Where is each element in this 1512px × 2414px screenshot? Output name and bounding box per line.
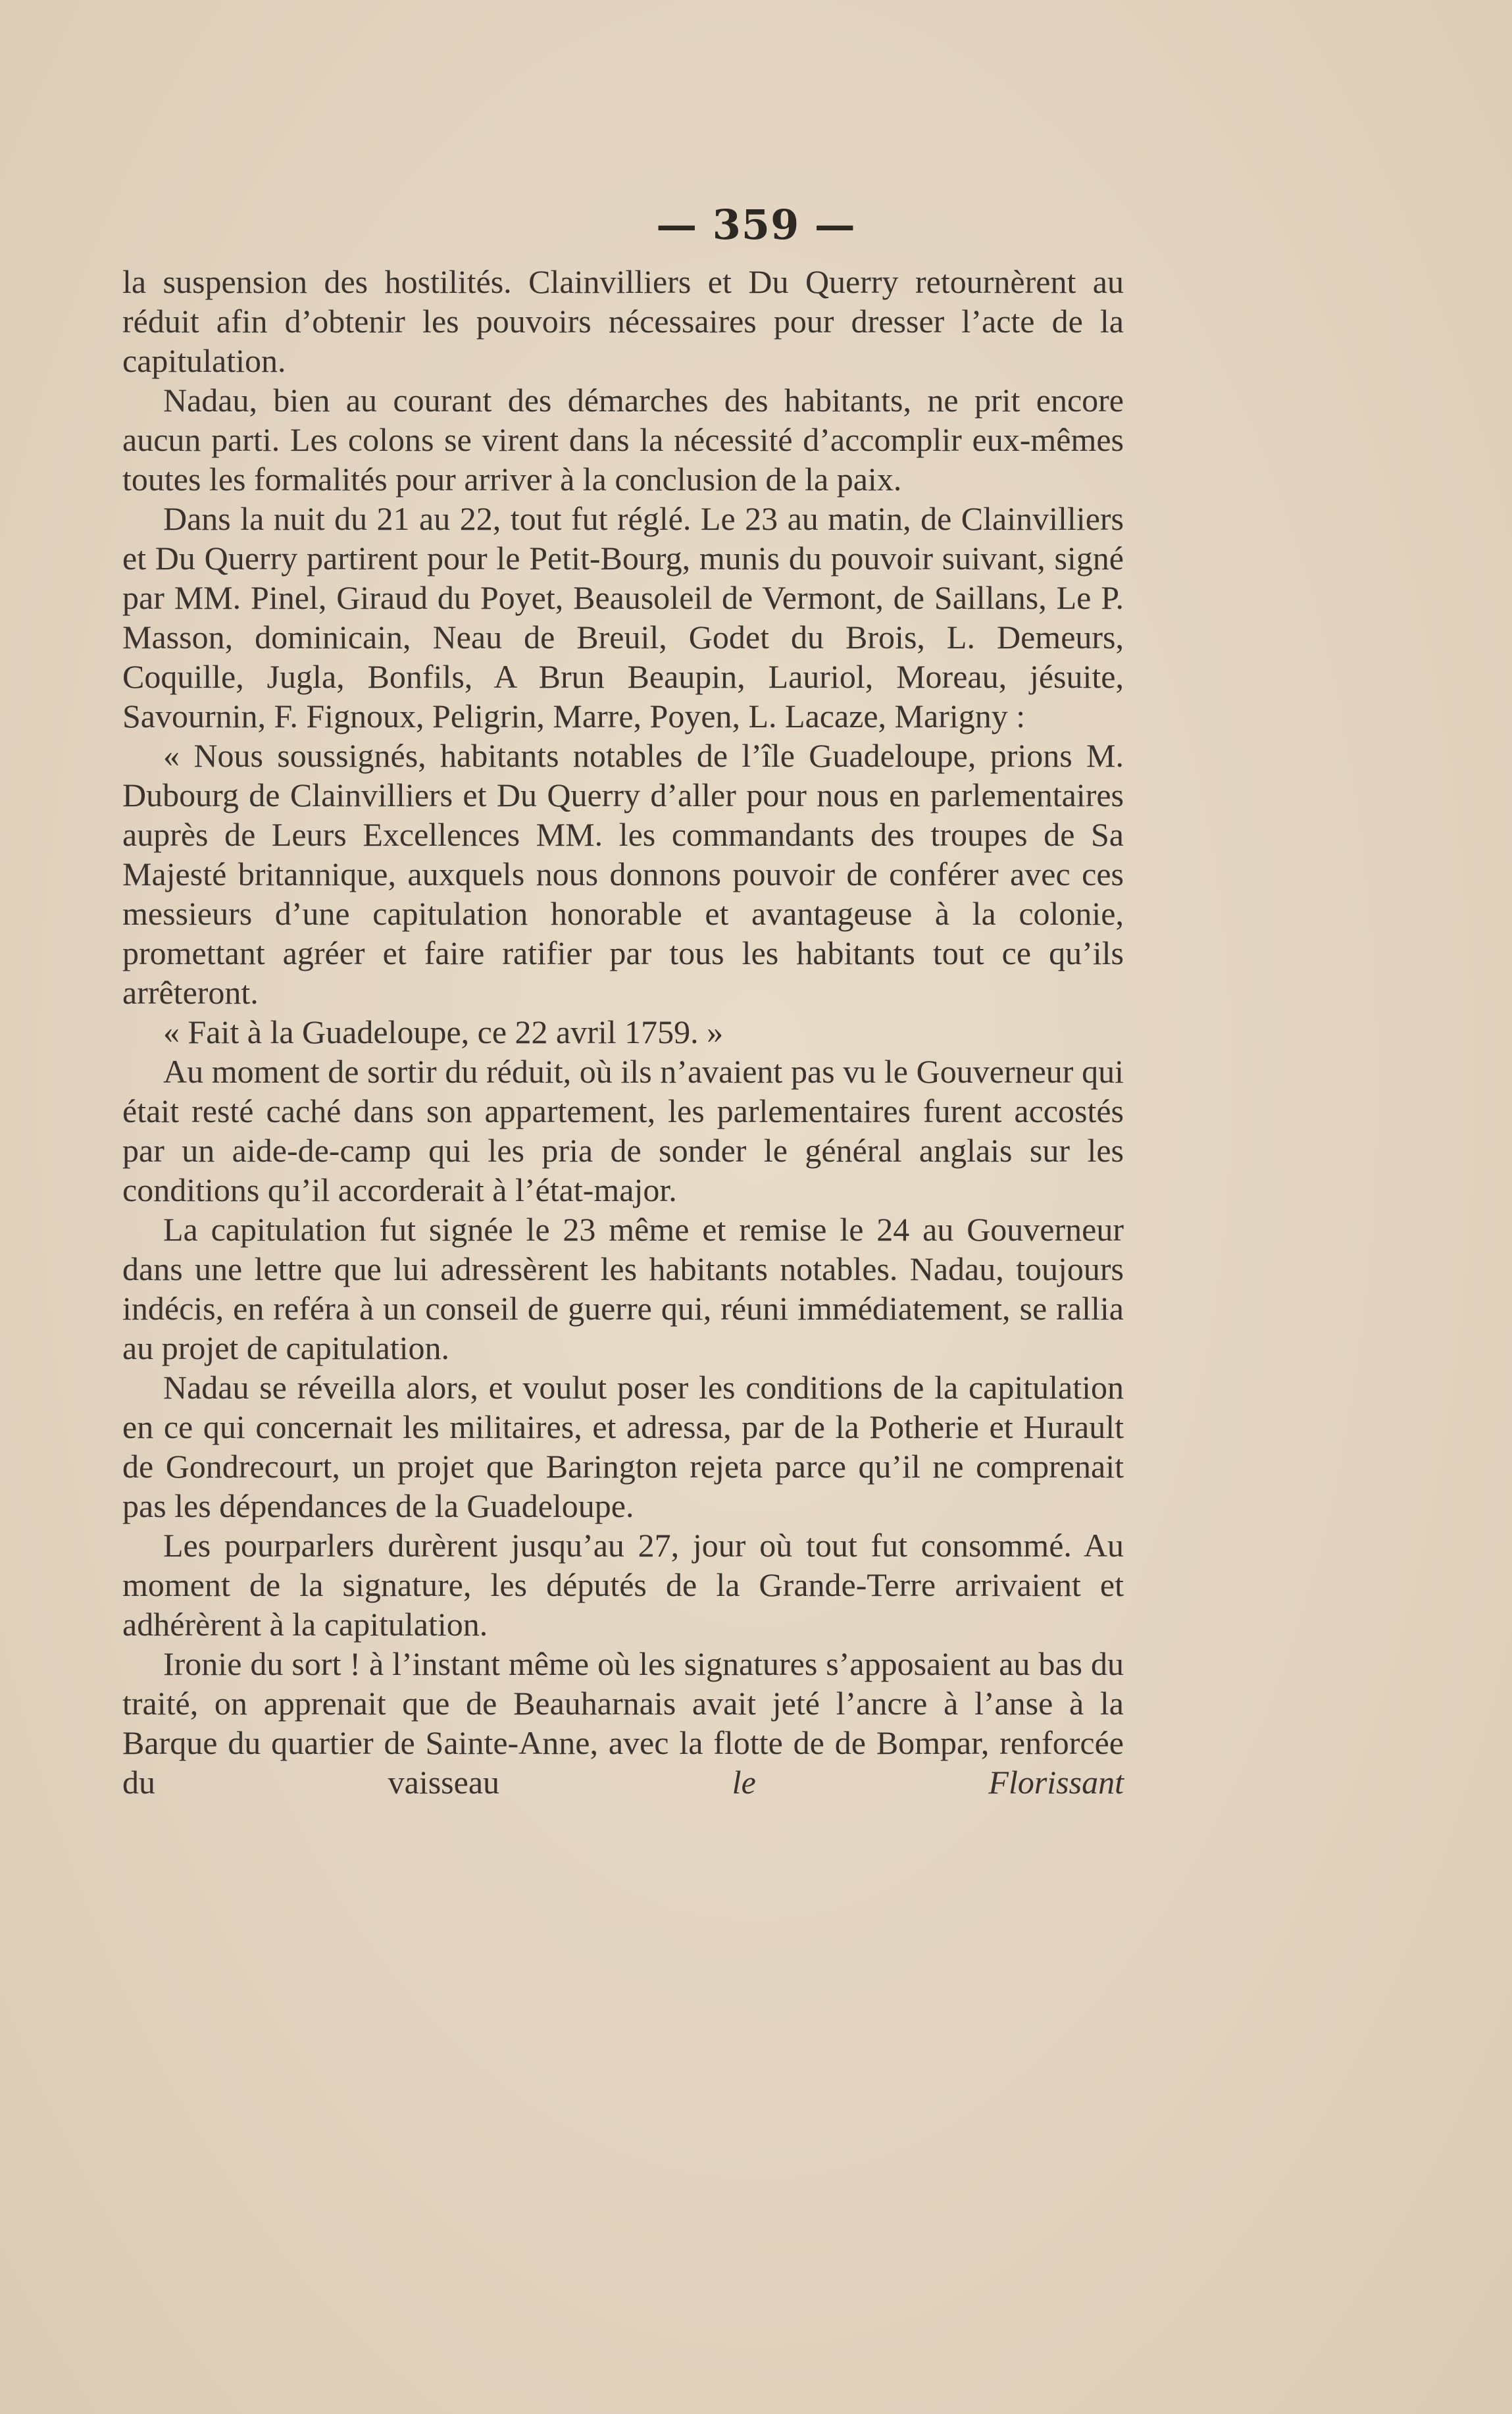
paragraph-text: Ironie du sort ! à l’instant même où les signatures s’apposaient au bas du traité, on apprenait que de Beauharnais avait jeté l’ancre à l’anse à la Barque du quartier de Sainte-Anne, avec la flotte de de Bompar, renforcée du vaisseau — [122, 1645, 1124, 1801]
paragraph: Nadau se réveilla alors, et voulut poser les conditions de la capitulation en ce qui concernait les militaires, et adressa, par de la Potherie et Hurault de Gondrecourt, un projet que Barington rejeta parce qu’il ne comprenait pas les dépendances de la Guadeloupe. — [122, 1369, 1124, 1524]
paragraph-quotation: « Nous soussignés, habitants notables de l’île Guadeloupe, prions M. Dubourg de Clainvilliers et Du Querry d’aller pour nous en parlementaires auprès de Leurs Excellences MM. les commandants des troupes de Sa Majesté britannique, auxquels nous donnons pouvoir de conférer avec ces messieurs d’une capitulation honorable et avantageuse à la colonie, promettant agréer et faire ratifier par tous les habitants tout ce qu’ils arrêteront. — [122, 737, 1124, 1011]
ship-name: le Florissant — [732, 1764, 1124, 1801]
paragraph: La capitulation fut signée le 23 même et remise le 24 au Gouverneur dans une lettre que lui adressèrent les habitants notables. Nadau, toujours indécis, en reféra à un conseil de guerre qui, réuni immédiatement, se rallia au projet de capitulation. — [122, 1211, 1124, 1366]
paragraph-quotation-date: « Fait à la Guadeloupe, ce 22 avril 1759. » — [163, 1014, 724, 1050]
paragraph: la suspension des hostilités. Clainvilliers et Du Querry retournèrent au réduit afin d’obtenir les pouvoirs nécessaires pour dresser l’acte de la capitulation. — [122, 263, 1124, 379]
body-text — [122, 262, 1124, 1802]
page-number: — 359 — — [656, 201, 856, 249]
paragraph-last — [122, 1644, 1124, 1802]
paragraph: Nadau, bien au courant des démarches des habitants, ne prit encore aucun parti. Les colons se virent dans la nécessité d’accomplir eux-mêmes toutes les formalités pour arriver à la conclusion de la paix. — [122, 382, 1124, 498]
paragraph: Au moment de sortir du réduit, où ils n’avaient pas vu le Gouverneur qui était resté caché dans son appartement, les parlementaires furent accostés par un aide-de-camp qui les pria de sonder le général anglais sur les conditions qu’il accorderait à l’état-major. — [122, 1053, 1124, 1208]
paragraph: Dans la nuit du 21 au 22, tout fut réglé. Le 23 au matin, de Clainvilliers et Du Querry partirent pour le Petit-Bourg, munis du pouvoir suivant, signé par MM. Pinel, Giraud du Poyet, Beausoleil de Vermont, de Saillans, Le P. Masson, dominicain, Neau de Breuil, Godet du Brois, L. Demeurs, Coquille, Jugla, Bonfils, A Brun Beaupin, Lauriol, Moreau, jésuite, Savournin, F. Fignoux, Peligrin, Marre, Poyen, L. Lacaze, Marigny : — [122, 500, 1124, 734]
paragraph: Les pourparlers durèrent jusqu’au 27, jour où tout fut consommé. Au moment de la signature, les députés de la Grande-Terre arrivaient et adhérèrent à la capitulation. — [122, 1527, 1124, 1643]
